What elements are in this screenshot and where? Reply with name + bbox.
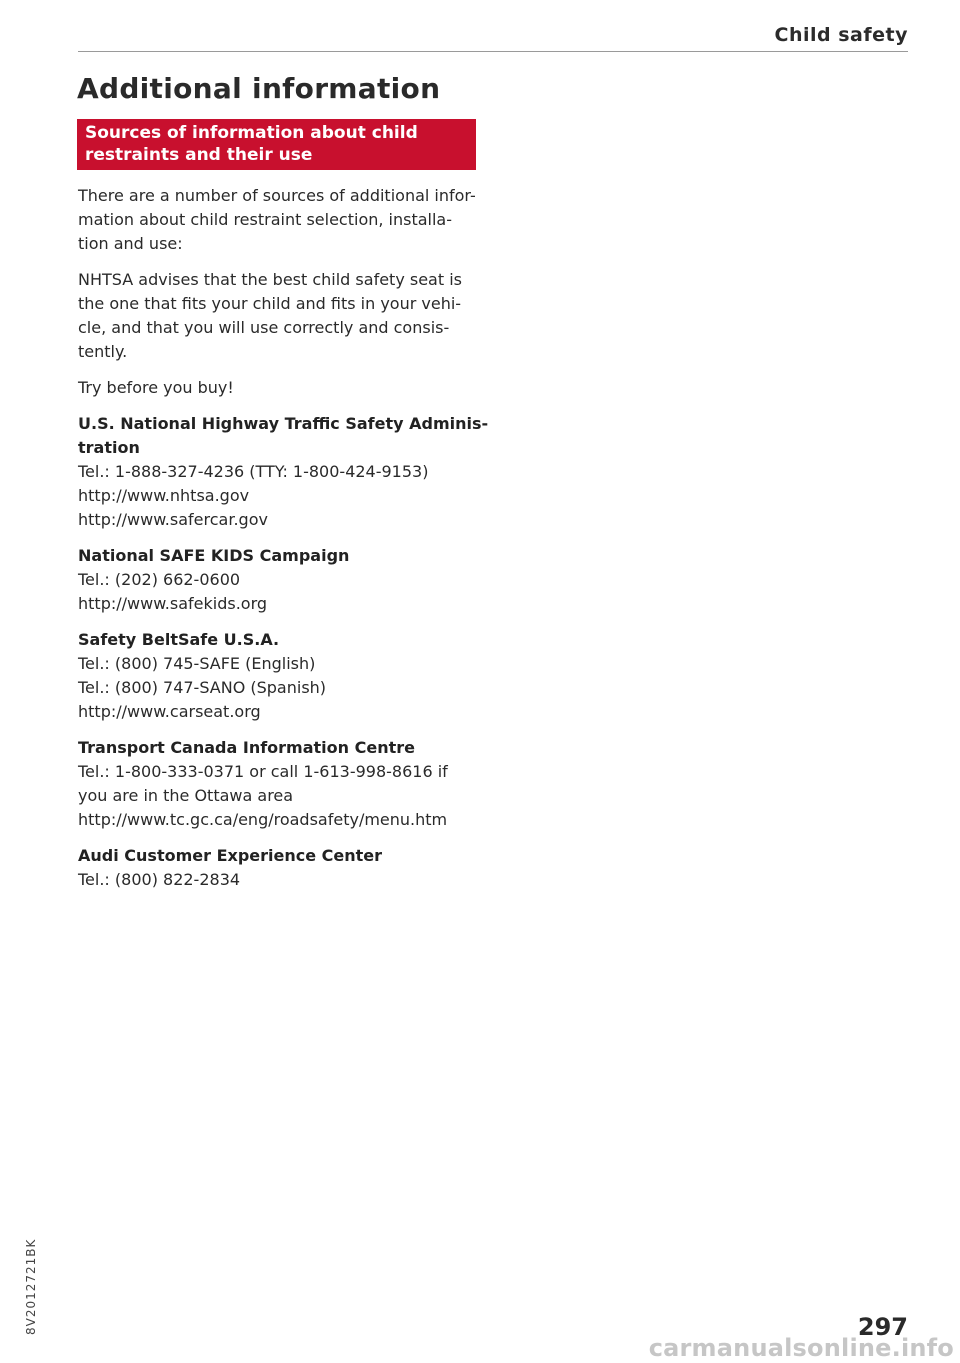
contact-nhtsa	[78, 412, 489, 532]
contact-safe-kids	[78, 544, 478, 616]
text-line: NHTSA advises that the best child safety seat is	[78, 270, 462, 289]
contact-name: U.S. National Highway Traffic Safety Adminis-	[78, 414, 489, 433]
advice-paragraph	[78, 268, 478, 364]
contact-phone: Tel.: (800) 822-2834	[78, 870, 241, 889]
contact-url: http://www.carseat.org	[78, 702, 261, 721]
subsection-banner	[77, 119, 476, 170]
contact-phone: Tel.: (800) 747-SANO (Spanish)	[78, 678, 327, 697]
text-line: tently.	[78, 342, 128, 361]
text-line: the one that fits your child and fits in your vehi-	[78, 294, 462, 313]
contact-transport-canada	[78, 736, 478, 832]
page-title: Additional information	[77, 72, 441, 105]
contact-name: Transport Canada Information Centre	[78, 738, 415, 757]
text-line: Try before you buy!	[78, 378, 234, 397]
header-divider	[78, 51, 908, 52]
contact-phone: Tel.: (800) 745-SAFE (English)	[78, 654, 316, 673]
contact-url: http://www.tc.gc.ca/eng/roadsafety/menu.htm	[78, 810, 448, 829]
banner-line: Sources of information about child	[85, 123, 418, 143]
intro-paragraph	[78, 184, 478, 256]
watermark: carmanualsonline.info	[648, 1334, 954, 1362]
tip-paragraph	[78, 376, 478, 400]
contact-name: Audi Customer Experience Center	[78, 846, 383, 865]
body-column	[78, 184, 489, 904]
contact-phone: Tel.: 1-888-327-4236 (TTY: 1-800-424-9153)	[78, 462, 429, 481]
contact-phone: Tel.: (202) 662-0600	[78, 570, 241, 589]
contact-name: National SAFE KIDS Campaign	[78, 546, 350, 565]
contact-note: you are in the Ottawa area	[78, 786, 294, 805]
text-line: mation about child restraint selection, installa-	[78, 210, 453, 229]
contact-name: tration	[78, 438, 140, 457]
contact-url: http://www.nhtsa.gov	[78, 486, 250, 505]
text-line: There are a number of sources of additional infor-	[78, 186, 476, 205]
page-number: 297	[857, 1313, 908, 1341]
contact-audi	[78, 844, 478, 892]
text-line: cle, and that you will use correctly and consis-	[78, 318, 450, 337]
contact-beltsafe	[78, 628, 478, 724]
document-code: 8V2012721BK	[24, 1238, 38, 1335]
banner-line: restraints and their use	[85, 145, 313, 165]
contact-phone: Tel.: 1-800-333-0371 or call 1-613-998-8616 if	[78, 762, 448, 781]
text-line: tion and use:	[78, 234, 183, 253]
section-header: Child safety	[774, 24, 908, 46]
contact-url: http://www.safekids.org	[78, 594, 268, 613]
contact-url: http://www.safercar.gov	[78, 510, 268, 529]
contact-name: Safety BeltSafe U.S.A.	[78, 630, 280, 649]
